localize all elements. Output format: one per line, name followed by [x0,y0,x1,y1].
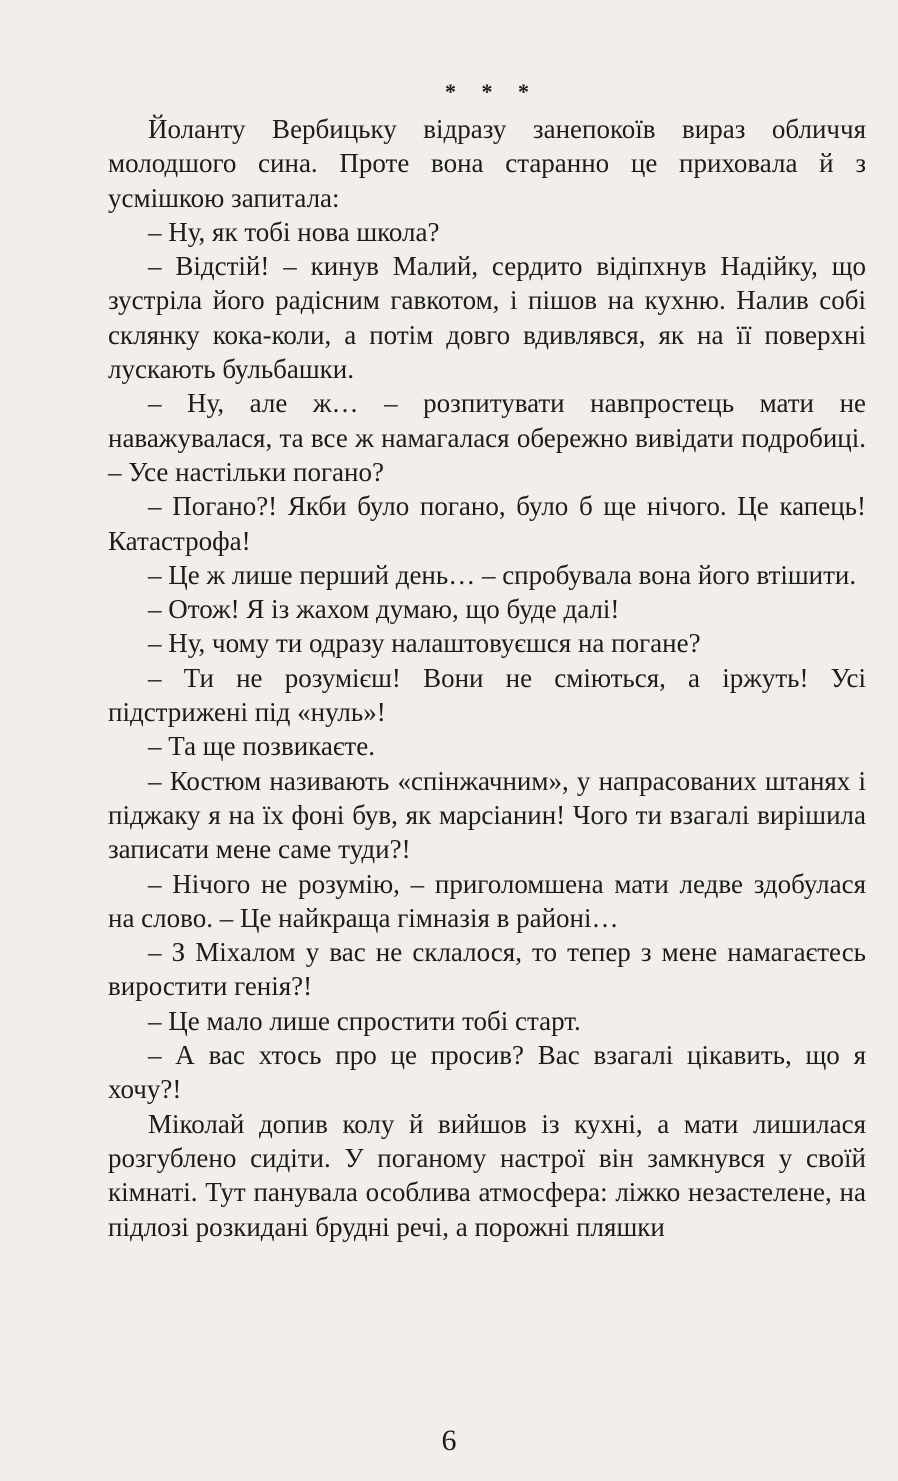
paragraph: – Це ж лише перший день… – спробувала вона його втішити. [148,559,857,590]
paragraph: – Відстій! – кинув Малий, сердито відіпхнув Надійку, що зустріла його радісним гавкотом, і пішов на кухню. Налив собі склянку кока-коли, а потім довго вдивлявся, як на її поверхні лускають бульбашки. [108,251,866,385]
paragraph: – Нічого не розумію, – приголомшена мати ледве здобулася на слово. – Це найкраща гімназія в районі… [108,868,866,933]
text-block [108,78,866,1244]
section-separator: * * * [445,79,539,104]
paragraph: – Костюм називають «спінжачним», у напрасованих штанях і піджаку я на їх фоні був, як марсіанин! Чого ти взагалі вирішила записати мене саме туди?! [108,765,866,865]
paragraph: Міколай допив колу й вийшов із кухні, а мати лишилася розгублено сидіти. У поганому настрої він замкнувся у своїй кімнаті. Тут панувала особлива атмосфера: ліжко незастелене, на підлозі розкидані брудні речі, а порожні пляшки [108,1108,866,1242]
paragraph: Йоланту Вербицьку відразу занепокоїв вираз обличчя молодшого сина. Проте вона старанно це приховала й з усмішкою запитала: [108,114,866,213]
paragraph: – Ну, як тобі нова школа? [148,216,440,247]
paragraph: – Це мало лише спростити тобі старт. [148,1005,581,1036]
paragraph: – Ну, але ж… – розпитувати навпростець мати не наважувалася, та все ж намагалася обережно вивідати подробиці. – Усе настільки погано? [108,388,866,487]
paragraph: – Та ще позвикаєте. [148,731,375,762]
paragraph: – Погано?! Якби було погано, було б ще нічого. Це капець! Катастрофа! [108,491,866,556]
paragraph: – Ну, чому ти одразу налаштовуєшся на погане? [148,628,701,659]
paragraph: – А вас хтось про це просив? Вас взагалі цікавить, що я хочу?! [108,1040,866,1105]
paragraph: – Ти не розумієш! Вони не сміються, а іржуть! Усі підстрижені під «нуль»! [108,662,866,728]
page-number: 6 [441,1424,457,1457]
paragraph: – Отож! Я із жахом думаю, що буде далі! [148,594,620,625]
paragraph: – З Міхалом у вас не склалося, то тепер з мене намагаєтесь виростити генія?! [108,937,866,1002]
